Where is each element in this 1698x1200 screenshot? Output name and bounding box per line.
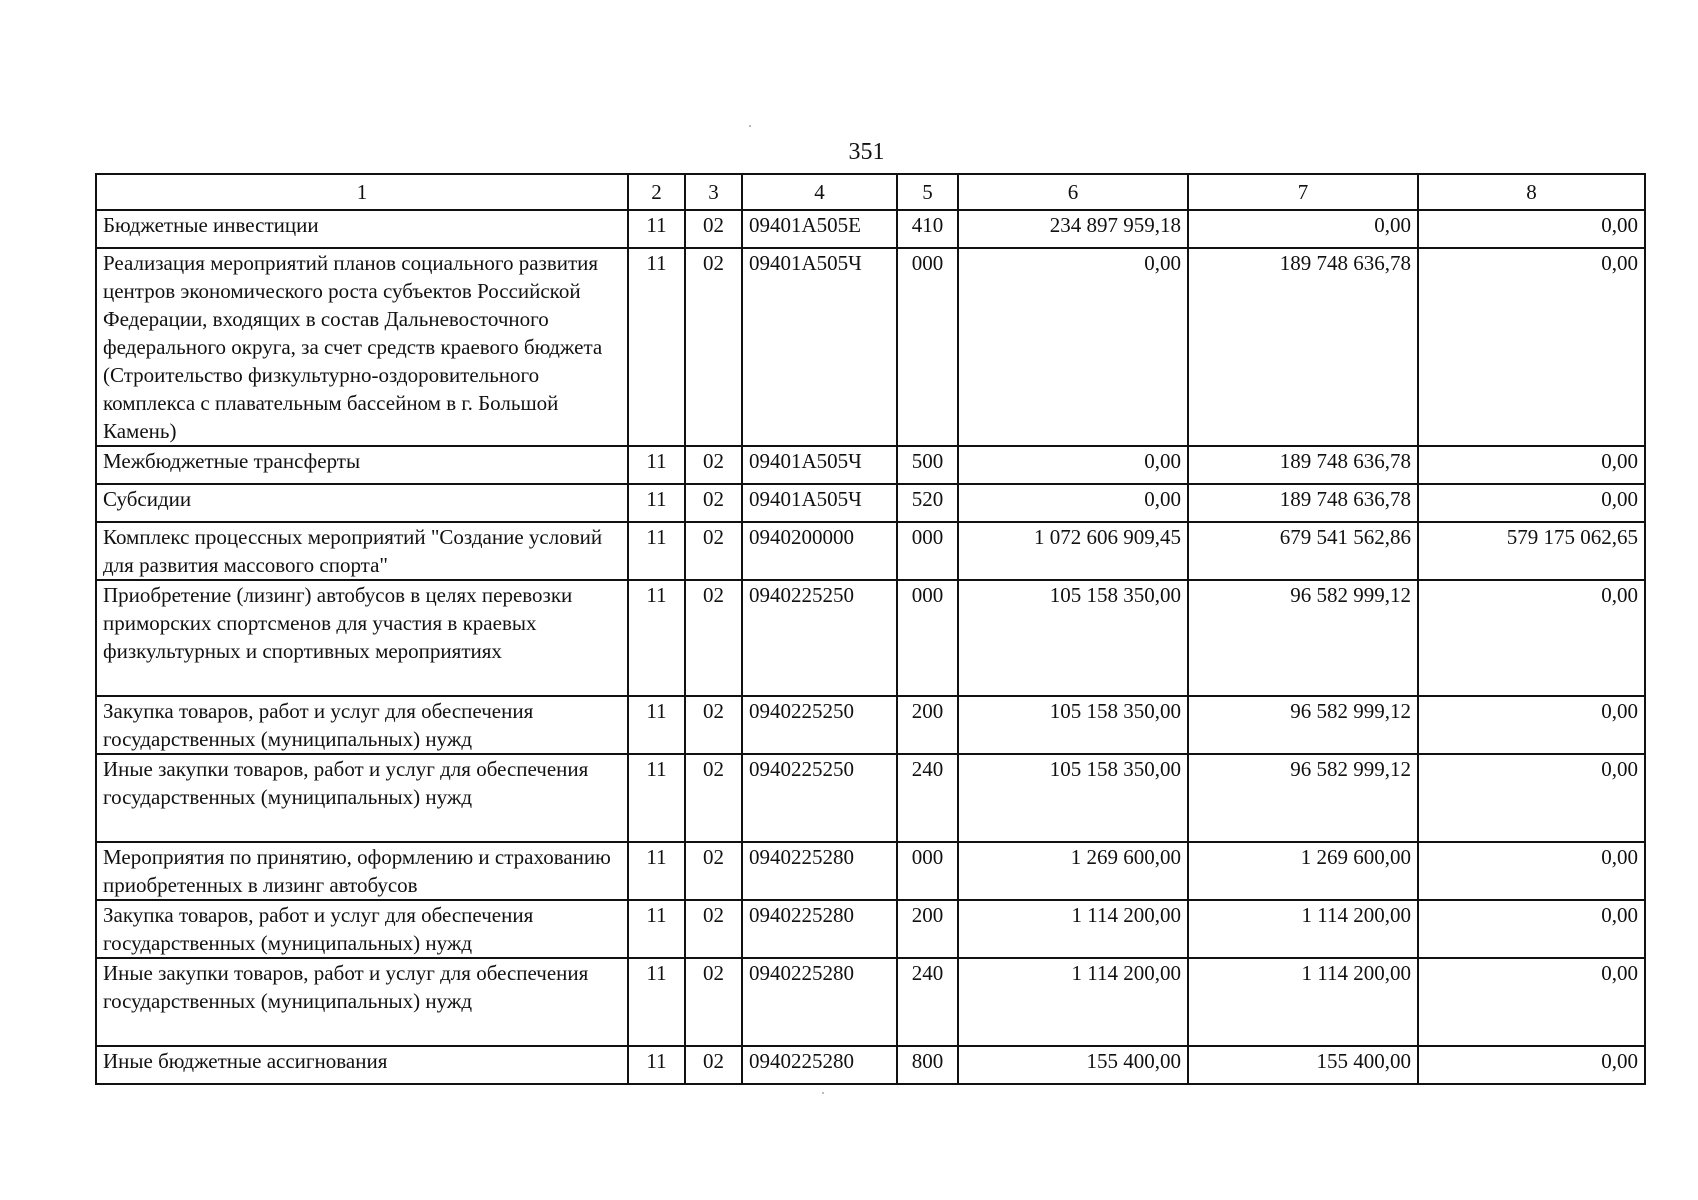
cell-section: 11: [628, 484, 685, 522]
cell-subsection: 02: [685, 248, 742, 446]
row-name: Субсидии: [96, 484, 628, 522]
cell-subsection: 02: [685, 580, 742, 696]
cell-expense-type: 000: [897, 842, 958, 900]
cell-amount-7: 0,00: [1188, 210, 1418, 248]
cell-target-code: 09401А505Е: [742, 210, 897, 248]
cell-amount-8: 0,00: [1418, 210, 1645, 248]
cell-amount-8: 0,00: [1418, 842, 1645, 900]
table-row: [96, 580, 1645, 696]
cell-amount-7: 1 114 200,00: [1188, 900, 1418, 958]
cell-amount-6: 105 158 350,00: [958, 754, 1188, 842]
cell-amount-6: 105 158 350,00: [958, 580, 1188, 696]
cell-target-code: 09401А505Ч: [742, 484, 897, 522]
cell-section: 11: [628, 1046, 685, 1084]
table-row: [96, 522, 1645, 580]
cell-amount-6: 0,00: [958, 484, 1188, 522]
table-row: [96, 248, 1645, 446]
cell-target-code: 0940225250: [742, 754, 897, 842]
cell-expense-type: 410: [897, 210, 958, 248]
table-row: [96, 1046, 1645, 1084]
cell-section: 11: [628, 248, 685, 446]
cell-target-code: 0940225280: [742, 900, 897, 958]
cell-amount-6: 1 114 200,00: [958, 958, 1188, 1046]
cell-amount-6: 0,00: [958, 446, 1188, 484]
row-name: Иные закупки товаров, работ и услуг для обеспечения государственных (муниципальных) нужд: [96, 754, 628, 842]
row-name: Комплекс процессных мероприятий "Создание условий для развития массового спорта": [96, 522, 628, 580]
header-cell: 6: [958, 174, 1188, 210]
cell-expense-type: 000: [897, 522, 958, 580]
cell-amount-8: 0,00: [1418, 248, 1645, 446]
cell-section: 11: [628, 446, 685, 484]
cell-amount-7: 189 748 636,78: [1188, 484, 1418, 522]
cell-section: 11: [628, 696, 685, 754]
row-name: Закупка товаров, работ и услуг для обеспечения государственных (муниципальных) нужд: [96, 900, 628, 958]
header-cell: 8: [1418, 174, 1645, 210]
table-row: [96, 484, 1645, 522]
cell-amount-8: 0,00: [1418, 446, 1645, 484]
table-row: [96, 754, 1645, 842]
cell-expense-type: 200: [897, 696, 958, 754]
cell-amount-8: 0,00: [1418, 754, 1645, 842]
cell-amount-7: 189 748 636,78: [1188, 446, 1418, 484]
cell-amount-7: 96 582 999,12: [1188, 580, 1418, 696]
header-cell: 1: [96, 174, 628, 210]
cell-expense-type: 800: [897, 1046, 958, 1084]
header-cell: 5: [897, 174, 958, 210]
cell-section: 11: [628, 842, 685, 900]
table-row: [96, 210, 1645, 248]
table-row: [96, 900, 1645, 958]
cell-amount-7: 96 582 999,12: [1188, 696, 1418, 754]
table-row: [96, 696, 1645, 754]
cell-subsection: 02: [685, 696, 742, 754]
cell-amount-6: 1 114 200,00: [958, 900, 1188, 958]
cell-section: 11: [628, 522, 685, 580]
row-name: Закупка товаров, работ и услуг для обеспечения государственных (муниципальных) нужд: [96, 696, 628, 754]
cell-amount-6: 0,00: [958, 248, 1188, 446]
scan-speck: [749, 125, 751, 127]
cell-amount-7: 96 582 999,12: [1188, 754, 1418, 842]
cell-subsection: 02: [685, 484, 742, 522]
scan-speck: [822, 1092, 824, 1094]
row-name: Приобретение (лизинг) автобусов в целях перевозки приморских спортсменов для участия в краевых физкультурных и спортивных мероприятиях: [96, 580, 628, 696]
table-row: [96, 446, 1645, 484]
cell-subsection: 02: [685, 1046, 742, 1084]
header-cell: 2: [628, 174, 685, 210]
cell-amount-8: 0,00: [1418, 580, 1645, 696]
cell-target-code: 0940225250: [742, 580, 897, 696]
budget-table: [95, 173, 1646, 1085]
cell-subsection: 02: [685, 900, 742, 958]
cell-target-code: 0940225280: [742, 842, 897, 900]
cell-subsection: 02: [685, 522, 742, 580]
cell-expense-type: 520: [897, 484, 958, 522]
cell-amount-7: 679 541 562,86: [1188, 522, 1418, 580]
header-cell: 3: [685, 174, 742, 210]
cell-expense-type: 500: [897, 446, 958, 484]
cell-expense-type: 200: [897, 900, 958, 958]
cell-target-code: 09401А505Ч: [742, 248, 897, 446]
cell-amount-6: 105 158 350,00: [958, 696, 1188, 754]
cell-section: 11: [628, 900, 685, 958]
cell-amount-8: 0,00: [1418, 484, 1645, 522]
cell-expense-type: 000: [897, 248, 958, 446]
cell-amount-8: 0,00: [1418, 958, 1645, 1046]
row-name: Межбюджетные трансферты: [96, 446, 628, 484]
cell-amount-8: 0,00: [1418, 900, 1645, 958]
table-row: [96, 842, 1645, 900]
cell-section: 11: [628, 210, 685, 248]
cell-subsection: 02: [685, 446, 742, 484]
cell-subsection: 02: [685, 754, 742, 842]
header-cell: 7: [1188, 174, 1418, 210]
cell-amount-8: 579 175 062,65: [1418, 522, 1645, 580]
cell-target-code: 09401А505Ч: [742, 446, 897, 484]
cell-subsection: 02: [685, 842, 742, 900]
cell-amount-6: 1 072 606 909,45: [958, 522, 1188, 580]
cell-amount-7: 155 400,00: [1188, 1046, 1418, 1084]
cell-target-code: 0940200000: [742, 522, 897, 580]
header-row: [96, 174, 1645, 210]
cell-expense-type: 000: [897, 580, 958, 696]
cell-amount-6: 155 400,00: [958, 1046, 1188, 1084]
cell-section: 11: [628, 580, 685, 696]
row-name: Мероприятия по принятию, оформлению и страхованию приобретенных в лизинг автобусов: [96, 842, 628, 900]
cell-section: 11: [628, 958, 685, 1046]
cell-amount-6: 234 897 959,18: [958, 210, 1188, 248]
page-number: 351: [848, 139, 885, 165]
cell-target-code: 0940225280: [742, 958, 897, 1046]
cell-target-code: 0940225250: [742, 696, 897, 754]
cell-target-code: 0940225280: [742, 1046, 897, 1084]
cell-expense-type: 240: [897, 958, 958, 1046]
cell-amount-8: 0,00: [1418, 696, 1645, 754]
row-name: Реализация мероприятий планов социального развития центров экономического роста субъектов Российской Федерации, входящих в состав Дальневосточного федерального округа, за счет средств краевого бюджета (Строительство физкультурно-оздоровительного комплекса с плавательным бассейном в г. Большой Камень): [96, 248, 628, 446]
row-name: Иные бюджетные ассигнования: [96, 1046, 628, 1084]
cell-amount-7: 1 269 600,00: [1188, 842, 1418, 900]
cell-section: 11: [628, 754, 685, 842]
header-cell: 4: [742, 174, 897, 210]
cell-amount-8: 0,00: [1418, 1046, 1645, 1084]
cell-amount-7: 189 748 636,78: [1188, 248, 1418, 446]
cell-expense-type: 240: [897, 754, 958, 842]
row-name: Бюджетные инвестиции: [96, 210, 628, 248]
cell-amount-7: 1 114 200,00: [1188, 958, 1418, 1046]
cell-subsection: 02: [685, 210, 742, 248]
row-name: Иные закупки товаров, работ и услуг для обеспечения государственных (муниципальных) нужд: [96, 958, 628, 1046]
table-row: [96, 958, 1645, 1046]
cell-subsection: 02: [685, 958, 742, 1046]
cell-amount-6: 1 269 600,00: [958, 842, 1188, 900]
